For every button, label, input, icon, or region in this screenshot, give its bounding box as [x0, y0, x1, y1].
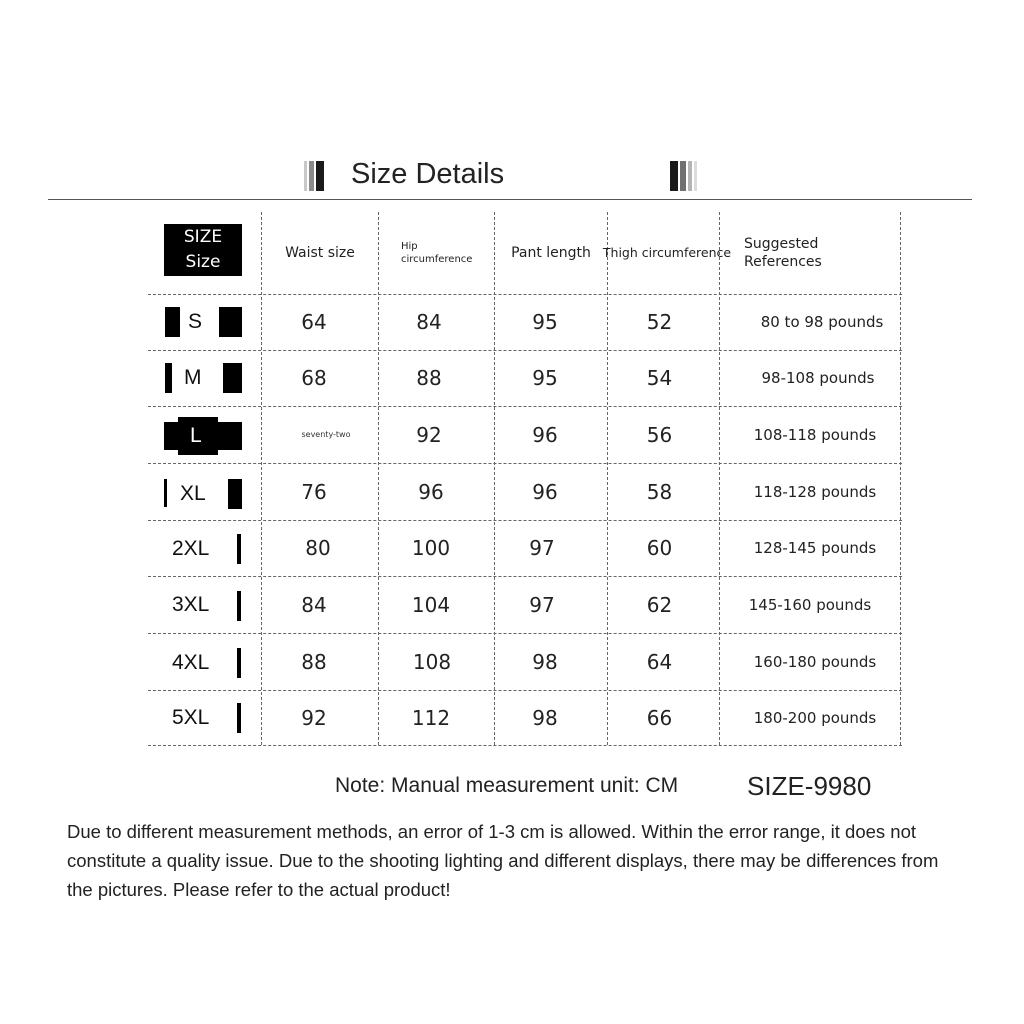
hip-value: 104 [411, 592, 451, 617]
size-marker [237, 703, 241, 733]
waist-value: 92 [301, 705, 327, 730]
waist-value: 76 [301, 479, 327, 504]
header-references [744, 212, 894, 294]
header-hip [401, 212, 494, 294]
waist-value: 80 [305, 536, 331, 560]
reference-value: 98-108 pounds [761, 369, 875, 387]
size-label-5xl: 5XL [172, 706, 210, 729]
hip-value: 108 [412, 649, 452, 674]
length-value: 97 [529, 536, 555, 560]
size-marker [237, 534, 241, 564]
disclaimer-text: Due to different measurement methods, an error of 1-3 cm is allowed. Within the error range, it does not constitute a quality issue. Due to the shooting lighting and different displays, there may be differences from the pictures. Please refer to the actual product! [67, 821, 939, 900]
thigh-value: 60 [646, 536, 673, 560]
size-marker [164, 479, 167, 507]
length-value: 96 [532, 479, 558, 504]
header-pant-length: Pant length [511, 245, 591, 261]
size-label-2xl: 2XL [172, 537, 210, 560]
waist-value: 68 [301, 366, 327, 390]
size-label-3xl: 3XL [172, 593, 210, 616]
waist-value: 64 [301, 310, 327, 334]
size-header-line2: Size [185, 252, 221, 272]
size-label-l: L [190, 424, 202, 447]
hip-value: 88 [416, 366, 442, 390]
length-value: 97 [529, 592, 555, 617]
size-marker [237, 591, 241, 621]
reference-value: 145-160 pounds [748, 595, 872, 614]
size-label-xl: XL [180, 482, 206, 505]
waist-value: 88 [301, 649, 327, 674]
reference-value: 118-128 pounds [753, 482, 877, 501]
row-divider [148, 745, 902, 746]
reference-value: 128-145 pounds [753, 539, 877, 557]
page-title: Size Details [351, 158, 505, 190]
reference-value: 160-180 pounds [753, 652, 877, 671]
reference-value: 180-200 pounds [753, 708, 877, 727]
column-divider [900, 212, 901, 745]
product-code: SIZE-9980 [747, 771, 872, 801]
size-marker [219, 307, 242, 337]
hip-value: 112 [411, 705, 451, 730]
waist-value: seventy-two [301, 430, 351, 439]
length-value: 96 [532, 422, 558, 447]
hip-value: 100 [411, 536, 451, 560]
size-label-s: S [188, 310, 203, 333]
thigh-value: 64 [646, 649, 673, 674]
length-value: 95 [532, 310, 558, 334]
thigh-value: 62 [646, 592, 673, 617]
reference-value: 80 to 98 pounds [760, 313, 884, 331]
header-waist: Waist size [285, 245, 355, 261]
title-area [0, 150, 1024, 202]
size-header-badge [164, 224, 242, 276]
header-ref-line1: Suggested [744, 236, 819, 252]
title-divider [48, 199, 972, 200]
measurement-note: Note: Manual measurement unit: CM [335, 774, 679, 797]
thigh-value: 58 [646, 479, 673, 504]
size-header-line1: SIZE [183, 227, 223, 247]
size-table [148, 212, 902, 745]
size-marker [237, 648, 241, 678]
size-label-m: M [184, 366, 202, 389]
size-marker [223, 363, 242, 393]
thigh-value: 56 [646, 422, 673, 447]
header-ref-line2: References [744, 254, 822, 270]
thigh-value: 54 [646, 366, 673, 390]
header-thigh: Thigh circumference [602, 245, 732, 260]
reference-value: 108-118 pounds [753, 425, 877, 444]
length-value: 98 [532, 649, 558, 674]
length-value: 98 [532, 705, 558, 730]
size-marker [165, 363, 172, 393]
size-marker [228, 479, 242, 509]
hip-value: 96 [418, 479, 444, 504]
thigh-value: 66 [646, 705, 673, 730]
waist-value: 84 [301, 592, 327, 617]
header-hip-line1: Hip [401, 241, 418, 252]
hip-value: 92 [416, 422, 442, 447]
length-value: 95 [532, 366, 558, 390]
hip-value: 84 [416, 310, 442, 334]
size-marker [165, 307, 180, 337]
header-hip-line2: circumference [401, 254, 473, 265]
thigh-value: 52 [646, 310, 673, 334]
size-label-4xl: 4XL [172, 651, 210, 674]
